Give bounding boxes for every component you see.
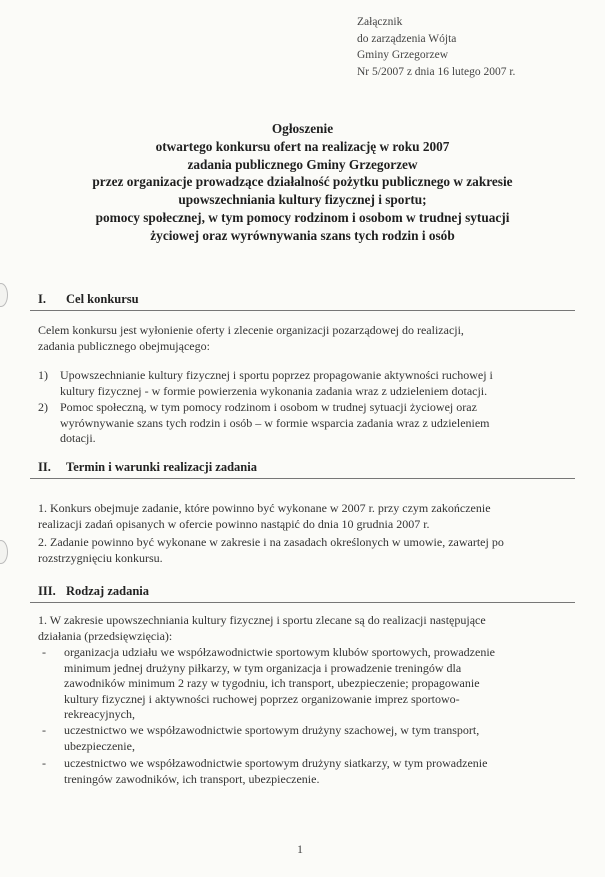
section-divider <box>30 310 575 311</box>
section-title: Rodzaj zadania <box>66 584 149 598</box>
text-line: Upowszechnianie kultury fizycznej i sportu poprzez propagowanie aktywności ruchowej i <box>60 368 493 382</box>
title-line: życiowej oraz wyrównywania szans tych rodzin i osób <box>150 227 455 243</box>
section-heading-task-type <box>38 584 149 599</box>
section-heading-goal <box>38 292 139 307</box>
section-heading-terms <box>38 460 257 475</box>
terms-paragraph-1 <box>38 500 491 532</box>
title-line: otwartego konkursu ofert na realizację w roku 2007 <box>155 138 450 154</box>
binder-hole-mark <box>0 540 8 564</box>
list-marker: - <box>42 756 46 770</box>
text-line: rekreacyjnych, <box>64 707 135 721</box>
section-title: Termin i warunki realizacji zadania <box>66 460 257 474</box>
annex-line: do zarządzenia Wójta <box>357 32 457 45</box>
binder-hole-mark <box>0 283 8 307</box>
goal-intro-paragraph <box>38 322 464 354</box>
title-line: przez organizacje prowadzące działalność pożytku publicznego w zakresie <box>92 174 513 190</box>
section-divider <box>30 478 575 479</box>
text-line: kultury fizycznej - w formie powierzenia wykonania zadania wraz z udzieleniem dotacji. <box>60 383 488 398</box>
section-number: II. <box>38 460 51 474</box>
text-line: rozstrzygnięciu konkursu. <box>38 551 163 565</box>
section-title: Cel konkursu <box>66 292 139 306</box>
text-line: 1. Konkurs obejmuje zadanie, które powinno być wykonane w 2007 r. przy czym zakończenie <box>38 501 491 515</box>
title-line: pomocy społecznej, w tym pomocy rodzinom i osobom w trudnej sytuacji <box>95 209 510 225</box>
text-line: 2. Zadanie powinno być wykonane w zakresie i na zasadach określonych w umowie, zawartej po <box>38 535 504 549</box>
text-line: działania (przedsięwzięcia): <box>38 629 173 643</box>
text-line: realizacji zadań opisanych w ofercie powinno nastąpić do dnia 10 grudnia 2007 r. <box>38 517 430 531</box>
text-line: uczestnictwo we współzawodnictwie sportowym drużyny siatkarzy, w tym prowadzenie <box>64 756 488 770</box>
title-line: zadania publicznego Gminy Grzegorzew <box>187 156 418 172</box>
section-number: I. <box>38 292 46 306</box>
text-line: wyrównywanie szans tych rodzin i osób – w formie wsparcia zadania wraz z udzieleniem <box>60 415 490 430</box>
list-marker: 2) <box>38 400 48 414</box>
annex-line: Załącznik <box>357 16 403 28</box>
page-number: 1 <box>297 842 303 856</box>
text-line: ubezpieczenie, <box>64 738 135 753</box>
list-marker: - <box>42 723 46 737</box>
text-line: zadania publicznego obejmującego: <box>38 339 210 353</box>
text-line: uczestnictwo we współzawodnictwie sportowym drużyny szachowej, w tym transport, <box>64 723 480 737</box>
title-line: upowszechniania kultury fizycznej i sportu; <box>178 192 427 208</box>
text-line: Pomoc społeczną, w tym pomocy rodzinom i osobom w trudnej sytuacji życiowej oraz <box>60 400 477 414</box>
announcement-title <box>20 120 585 245</box>
list-marker: 1) <box>38 368 48 382</box>
title-line: Ogłoszenie <box>271 121 334 136</box>
task-intro-paragraph <box>38 612 486 644</box>
text-line: zawodników minimum 2 razy w tygodniu, ich transport, ubezpieczenie; propagowanie <box>64 676 480 690</box>
terms-paragraph-2 <box>38 534 504 566</box>
text-line: 1. W zakresie upowszechniania kultury fizycznej i sportu zlecane są do realizacji następujące <box>38 613 486 627</box>
section-number: III. <box>38 584 56 598</box>
text-line: Celem konkursu jest wyłonienie oferty i zlecenie organizacji pozarządowej do realizacji, <box>38 323 464 337</box>
annex-line: Nr 5/2007 z dnia 16 lutego 2007 r. <box>357 65 516 78</box>
list-marker: - <box>42 645 46 659</box>
text-line: kultury fizycznej i aktywności ruchowej poprzez organizowanie imprez sportowo- <box>64 691 460 706</box>
text-line: treningów zawodników, ich transport, ubezpieczenie. <box>64 771 320 786</box>
annex-line: Gminy Grzegorzew <box>357 49 449 61</box>
text-line: minimum jednej drużyny piłkarzy, w tym organizacja i prowadzenie treningów dla <box>64 660 462 675</box>
section-divider <box>30 602 575 603</box>
annex-reference <box>357 14 515 80</box>
text-line: dotacji. <box>60 431 96 445</box>
text-line: organizacja udziału we współzawodnictwie sportowym klubów sportowych, prowadzenie <box>64 645 495 659</box>
